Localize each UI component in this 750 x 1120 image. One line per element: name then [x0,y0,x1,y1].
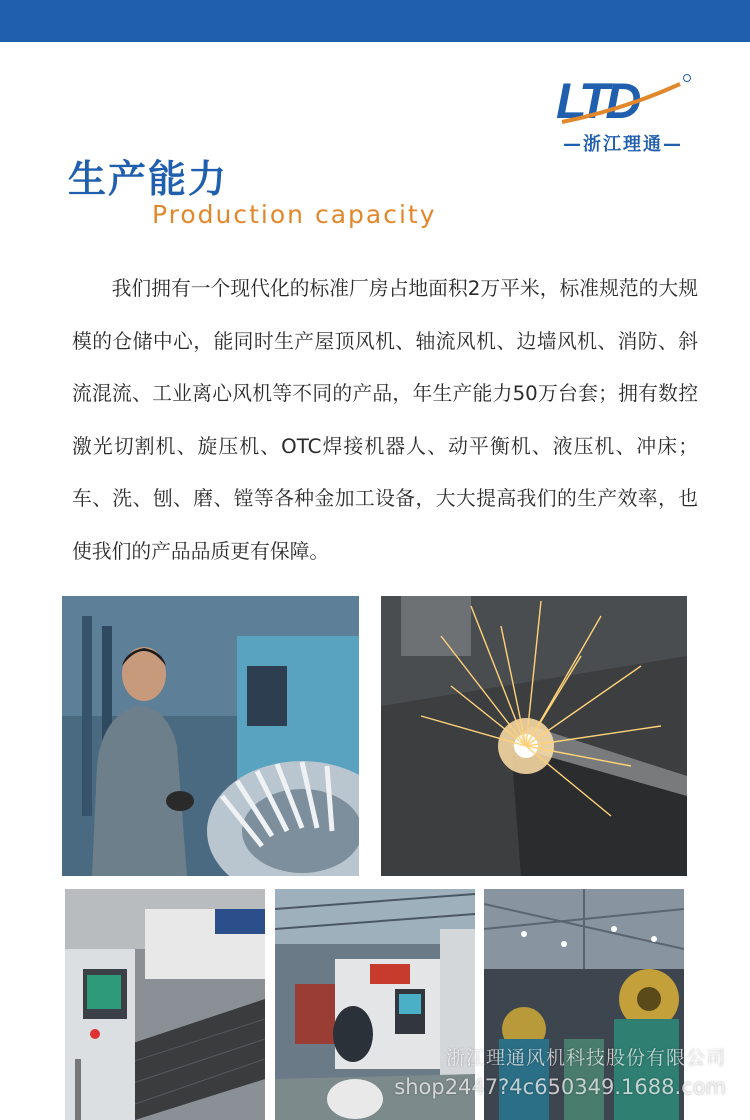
page-title: 生产能力 [68,157,229,201]
logo-company-name: —浙江理通— [563,134,683,155]
watermark-company: 浙江理通风机科技股份有限公司 [445,1047,726,1069]
production-description: 我们拥有一个现代化的标准厂房占地面积2万平米，标准规范的大规模的仓储中心，能同时生产屋顶风机、轴流风机、边墙风机、消防、斜流混流、工业离心风机等不同的产品，年生产能力50万台套；拥有数控激光切割机、旋压机、OTC焊接机器人、动平衡机、液压机、冲床；车、洗、刨、磨、镗等各种金加工设备，大大提高我们的生产效率，也使我们的产品品质更有保障。 [72,277,698,563]
top-color-bar [0,0,750,42]
watermark-shop-url: shop2447?4c650349.1688.com [394,1075,726,1099]
svg-text:LTD: LTD [556,73,638,129]
laser-cutting-sparks-photo [381,596,687,876]
company-logo [552,70,694,155]
worker-fan-impeller-photo [62,596,359,876]
cnc-punch-machine-photo [65,889,265,1120]
ltd-logo-mark [552,70,694,130]
page-subtitle-english: Production capacity [152,200,437,229]
